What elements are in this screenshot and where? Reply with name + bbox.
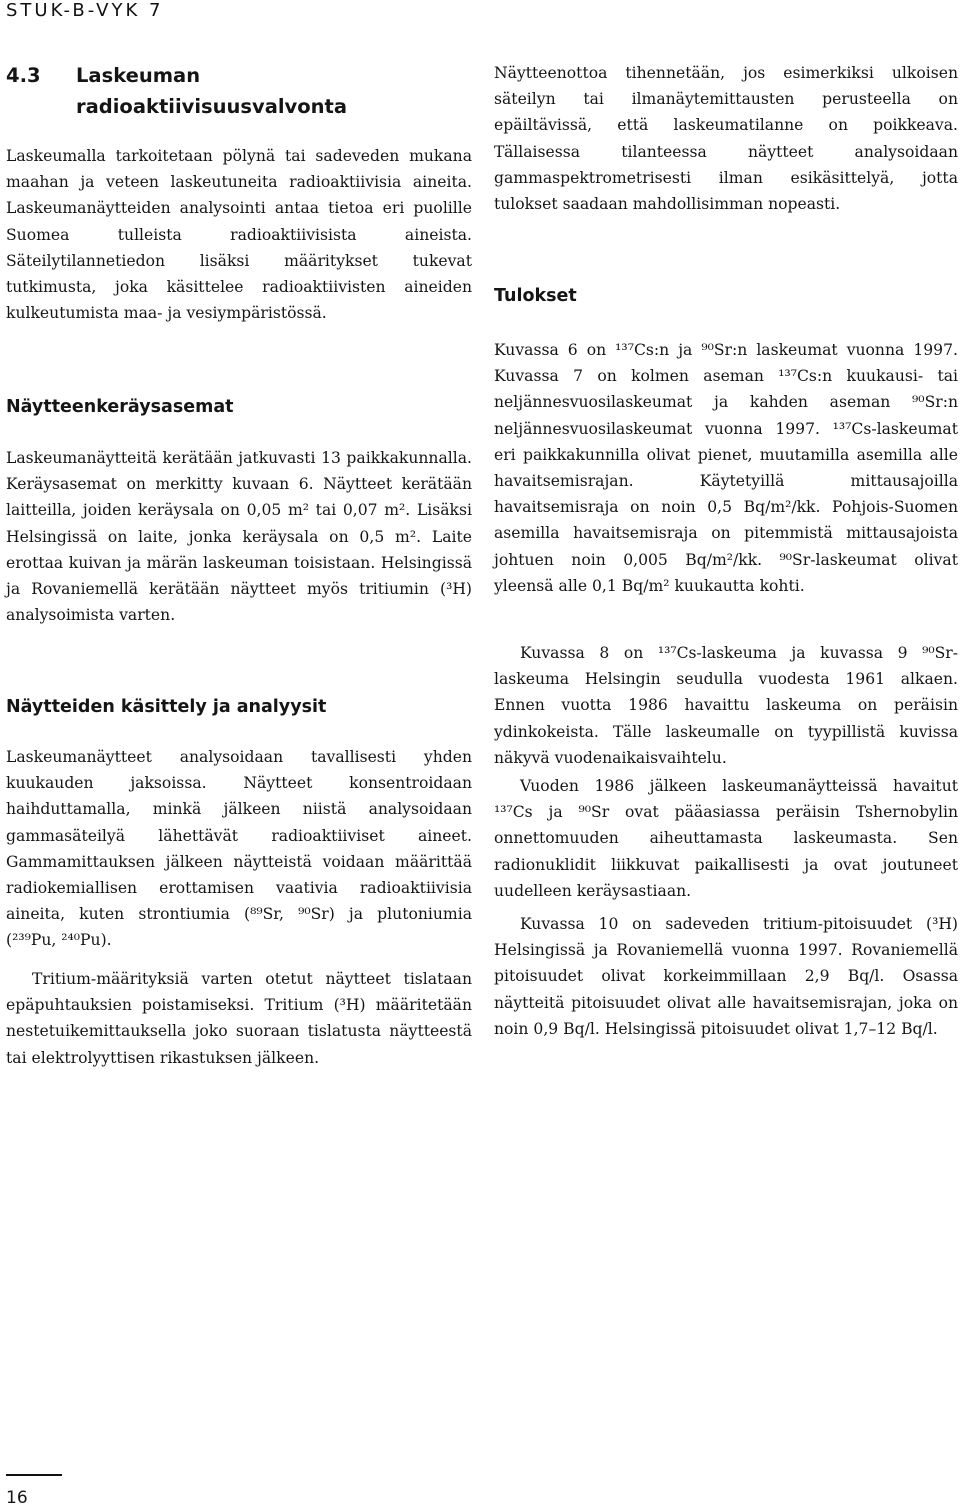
results-paragraph: Kuvassa 6 on ¹³⁷Cs:n ja ⁹⁰Sr:n laskeumat vuonna 1997. Kuvassa 7 on kolmen aseman ¹³⁷Cs:n kuukausi- tai neljännesvuosilaskeumat ja kahden aseman ⁹⁰Sr:n neljännesvuosilaskeumat vuonna 1997. ¹³⁷Cs-laskeumat eri paikkakunnilla olivat pienet, muutamilla asemilla alle havaitsemisrajan. Käytetyillä mittausajoilla havaitsemisraja on noin 0,5 Bq/m²/kk. Pohjois-Suomen asemilla havaitsemisraja on pitemmistä mittausajoista johtuen noin 0,005 Bq/m²/kk. ⁹⁰Sr-laskeumat olivat yleensä alle 0,1 Bq/m² kuukautta kohti.: [494, 341, 958, 595]
section-number: 4.3: [6, 64, 41, 87]
section-title-line1: Laskeuman: [76, 64, 201, 87]
running-header: STUK-B-VYK 7: [6, 0, 164, 21]
collection-stations-paragraph: Laskeumanäytteitä kerätään jatkuvasti 13 paikkakunnalla. Keräysasemat on merkitty kuvaan 6. Näytteet kerätään laitteilla, joiden keräysala on 0,05 m² tai 0,07 m². Lisäksi Helsingissä on laite, jonka keräysala on 0,5 m². Laite erottaa kuivan ja märän laskeuman toisistaan. Helsingissä ja Rovaniemellä kerätään näytteet myös tritiumin (³H) analysoimista varten.: [6, 449, 472, 625]
tritium-paragraph: [6, 966, 472, 1071]
chernobyl-text: Vuoden 1986 jälkeen laskeumanäytteissä havaitut ¹³⁷Cs ja ⁹⁰Sr ovat pääasiassa peräisin Tshernobylin onnettomuuden aiheuttamasta laskeumasta. Sen radionuklidit liikkuvat paikallisesti ja ovat joutuneet uudelleen keräysastiaan.: [494, 777, 958, 900]
subheading-results: Tulokset: [494, 286, 577, 306]
chernobyl-paragraph: [494, 773, 958, 904]
subheading-sample-processing: Näytteiden käsittely ja analyysit: [6, 697, 327, 717]
helsinki-history-text: Kuvassa 8 on ¹³⁷Cs-laskeuma ja kuvassa 9 ⁹⁰Sr-laskeuma Helsingin seudulla vuodesta 1961 alkaen. Ennen vuotta 1986 havaittu laskeuma on peräisin ydinkokeista. Tälle laskeumalle on tyypillistä kuvissa näkyvä vuodenaikaisvaihtelu.: [494, 644, 958, 767]
page-number: 16: [6, 1488, 28, 1508]
tritium-results-paragraph: [494, 911, 958, 1042]
helsinki-history-paragraph: [494, 640, 958, 771]
sample-processing-paragraph: Laskeumanäytteet analysoidaan tavallisesti yhden kuukauden jaksoissa. Näytteet konsentroidaan haihduttamalla, minkä jälkeen niistä analysoidaan gammasäteilyä lähettävät radioaktiiviset aineet. Gammamittauksen jälkeen näytteistä voidaan määrittää radiokemiallisen erottamisen vaativia radioaktiivisia aineita, kuten strontiumia (⁸⁹Sr, ⁹⁰Sr) ja plutoniumia (²³⁹Pu, ²⁴⁰Pu).: [6, 748, 472, 950]
intro-paragraph: Laskeumalla tarkoitetaan pölynä tai sadeveden mukana maahan ja veteen laskeutuneita radioaktiivisia aineita. Laskeumanäytteiden analysointi antaa tietoa eri puolille Suomea tulleista radioaktiivisista aineista. Säteilytilannetiedon lisäksi määritykset tukevat tutkimusta, joka käsittelee radioaktiivisten aineiden kulkeutumista maa- ja vesiympäristössä.: [6, 147, 472, 323]
section-title: [6, 60, 347, 122]
footer-rule: [6, 1474, 62, 1476]
tritium-paragraph-text: Tritium-määrityksiä varten otetut näytteet tislataan epäpuhtauksien poistamiseksi. Tritium (³H) määritetään nestetuikemittauksella joko suoraan tislatusta näytteestä tai elektrolyyttisen rikastuksen jälkeen.: [6, 970, 472, 1067]
tritium-results-text: Kuvassa 10 on sadeveden tritium-pitoisuudet (³H) Helsingissä ja Rovaniemellä vuonna 1997. Rovaniemellä pitoisuudet olivat korkeimmillaan 2,9 Bq/l. Osassa näytteitä pitoisuudet olivat alle havaitsemisrajan, joka on noin 0,9 Bq/l. Helsingissä pitoisuudet olivat 1,7–12 Bq/l.: [494, 915, 958, 1038]
section-title-line2: radioaktiivisuusvalvonta: [76, 95, 348, 118]
sampling-paragraph: Näytteenottoa tihennetään, jos esimerkiksi ulkoisen säteilyn tai ilmanäytemittausten perusteella on epäiltävissä, että laskeumatilanne on poikkeava. Tällaisessa tilanteessa näytteet analysoidaan gammaspektrometrisesti ilman esikäsittelyä, jotta tulokset saadaan mahdollisimman nopeasti.: [494, 64, 958, 214]
subheading-collection-stations: Näytteenkeräysasemat: [6, 397, 234, 417]
